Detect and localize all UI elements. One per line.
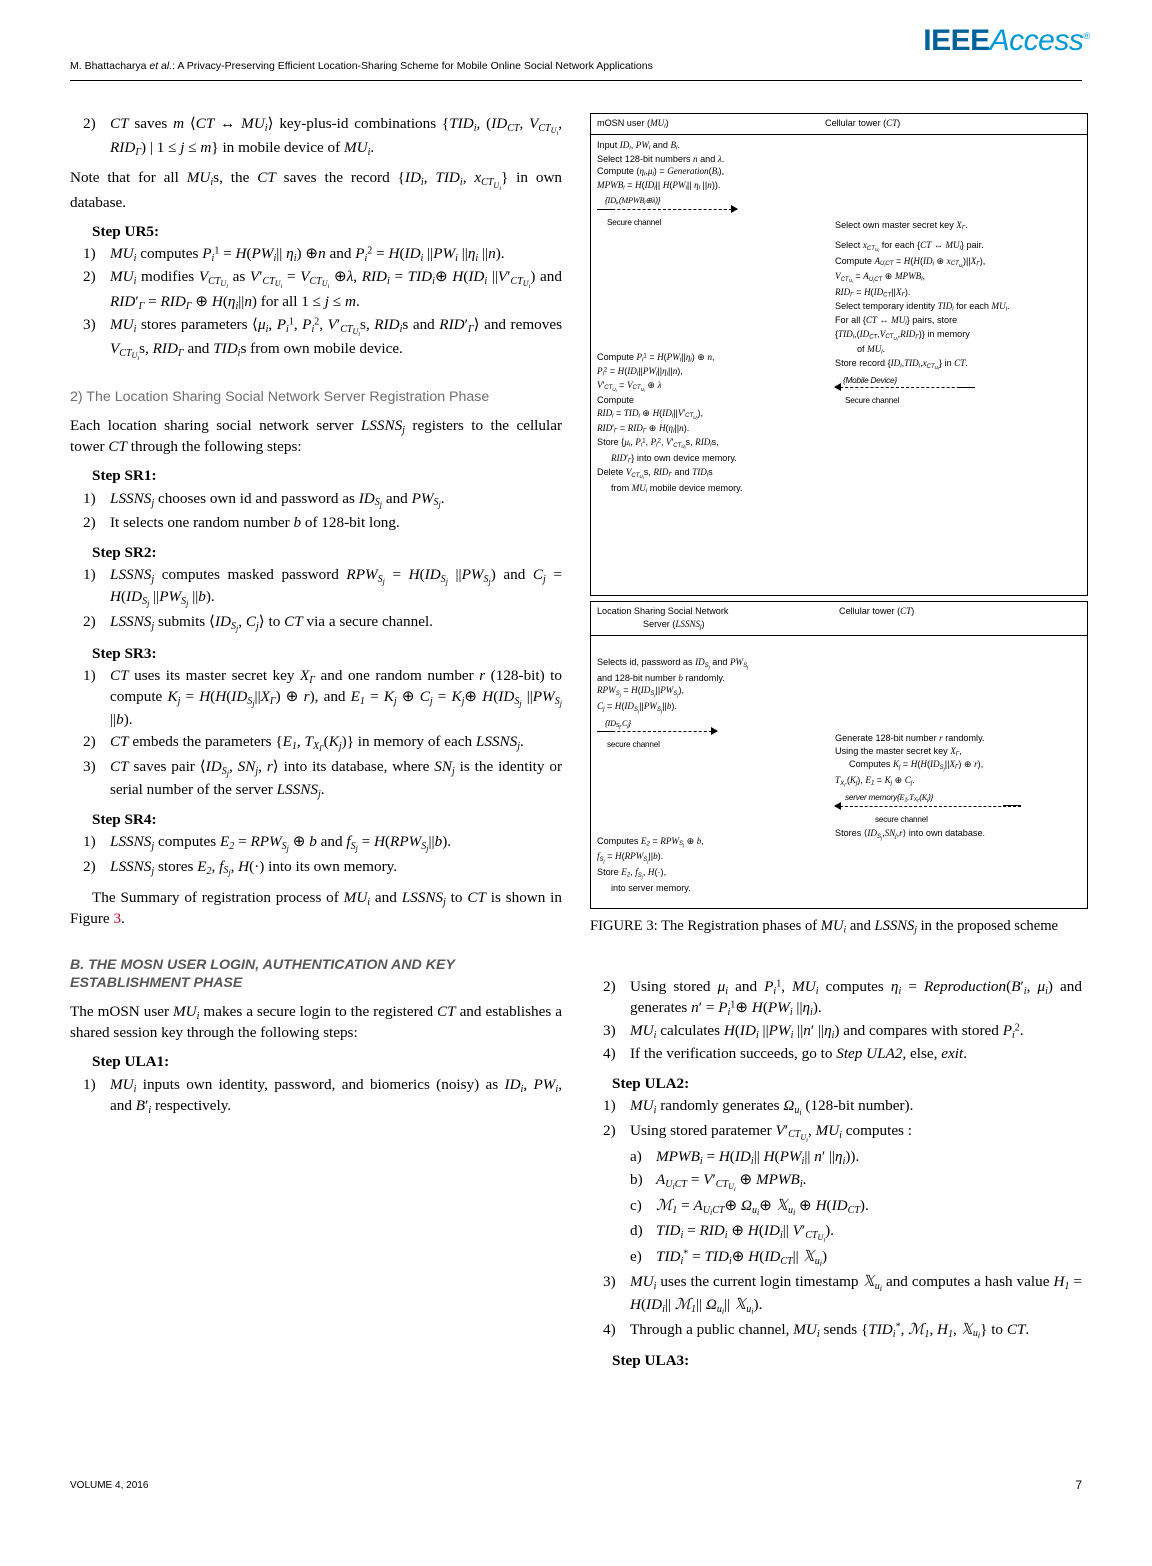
figure-line: Select $x_{CT_{U_i}}$ for each {CT ↔ $MU_i$} pair. bbox=[835, 239, 984, 254]
panel1-user-column bbox=[597, 139, 829, 495]
section-heading-b: B. THE MOSN USER LOGIN, AUTHENTICATION AND KEY ESTABLISHMENT PHASE bbox=[70, 956, 455, 992]
list-item-text: If the verification succeeds, go to Step ULA2, else, exit. bbox=[630, 1045, 967, 1063]
list-item-text: $MU_i$ uses the current login timestamp 𝕏$_{u_i}$ and computes a hash value $H_1 = H(ID_i||$ ℳ$_1$|| $\Omega_{u_i}||$ 𝕏$_{u_i}$). bbox=[630, 1273, 1082, 1316]
figure-panel-server-registration bbox=[590, 601, 1088, 909]
figure-line: $P_i^2 = H(ID_i||PW_i||\eta_i||n)$, bbox=[597, 365, 683, 378]
figure-line: $\{TID_i,(ID_{CT},V_{CT_{U_i}},RID_\Gamma)\}$ in memory bbox=[835, 328, 970, 342]
list-item bbox=[70, 666, 562, 730]
list-item-text: $TID_i = RID_i$ ⊕ $H(ID_i||$ $V'_{CT_{U_i}}$). bbox=[656, 1222, 834, 1244]
running-head-authors: M. Bhattacharya bbox=[70, 60, 147, 72]
figure-line: Compute bbox=[597, 395, 634, 406]
list-item bbox=[590, 1044, 1082, 1064]
list-item-text: Through a public channel, $MU_i$ sends {$TID_i^*$, ℳ$_1$, $H_1$, 𝕏$_{u_i}$} to CT. bbox=[630, 1320, 1030, 1341]
list-item bbox=[70, 315, 562, 364]
list-item bbox=[590, 1096, 1082, 1119]
list-item-number: 2) bbox=[83, 613, 96, 631]
list-item bbox=[70, 565, 562, 610]
figure-line: $T_{X_\Gamma}(K_j)$, $E_1 = K_j$ ⊕ $C_j$. bbox=[835, 775, 915, 789]
logo-ieee-text: IEEE bbox=[923, 24, 990, 57]
figure-line: Store $E_2$, $f_{S_j}$, H(·), bbox=[597, 867, 667, 881]
running-head bbox=[70, 60, 653, 72]
list-item-text: $MU_i$ inputs own identity, password, and biomerics (noisy) as $ID_i$, $PW_i$, and $B'_i$ respectively. bbox=[110, 1075, 562, 1116]
list-item-number: 1) bbox=[83, 245, 96, 263]
list-item-number: 2) bbox=[83, 733, 96, 751]
list-item-number: 3) bbox=[603, 1273, 616, 1291]
figure-line: Compute $A_{U_iCT} = H(H(ID_i$ ⊕ $x_{CT_{U_i}})||X_\Gamma$), bbox=[835, 255, 986, 269]
step-label-sr2: Step SR2: bbox=[92, 543, 157, 561]
list-item-number: 3) bbox=[83, 757, 96, 775]
figure-line: $RPW_{S_j} = H(ID_{S_j}||PW_{S_j})$, bbox=[597, 685, 684, 699]
panel2-header-left bbox=[597, 605, 837, 631]
figure-caption: FIGURE 3: The Registration phases of $MU_i$ and $LSSNS_j$ in the proposed scheme bbox=[590, 918, 1059, 936]
panel2-header-right: Cellular tower (CT) bbox=[839, 606, 915, 616]
list-item-text: CT saves pair $⟨ID_{S_j}$, $SN_j$, r⟩ into its database, where $SN_j$ is the identity or serial number of the server $LSSNS_j$. bbox=[110, 757, 563, 800]
list-item-number: 4) bbox=[603, 1045, 616, 1063]
list-item-text: CT embeds the parameters {$E_1$, $T_{X_\Gamma}(K_j)$} in memory of each $LSSNS_j$. bbox=[110, 733, 524, 754]
figure-line: Computes $K_j = H(H(ID_{S_j}||X_\Gamma)$ ⊕ r), bbox=[849, 759, 984, 773]
list-item bbox=[70, 267, 562, 312]
list-item-number: 2) bbox=[83, 268, 96, 286]
section-b-intro: The mOSN user $MU_i$ makes a secure login to the registered CT and establishes a shared session key through the following steps: bbox=[70, 1003, 562, 1042]
summary-paragraph: The Summary of registration process of $MU_i$ and $LSSNS_j$ to CT is shown in Figure 3. bbox=[70, 889, 562, 928]
list-subitem bbox=[590, 1221, 1082, 1245]
list-item-number: 2) bbox=[83, 514, 96, 532]
running-head-title: : A Privacy-Preserving Efficient Location-Sharing Scheme for Mobile Online Social Network Applications bbox=[172, 60, 653, 72]
panel1-header-left: mOSN user $(MU_i)$ bbox=[597, 118, 669, 130]
list-item-text: $MU_i$ computes $P_i^1 = H(PW_i||$ $\eta_i$) ⊕n and $P_i^2 = H(ID_i$ $||PW_i$ $||\eta_i$ ||n). bbox=[110, 245, 505, 265]
list-item-text: $LSSNS_j$ chooses own id and password as $ID_{S_j}$ and $PW_{S_j}$. bbox=[110, 489, 445, 510]
figure-line: and 128-bit number b randomly. bbox=[597, 672, 725, 683]
ieee-access-logo bbox=[923, 26, 1090, 56]
list-item-number: a) bbox=[630, 1147, 642, 1165]
panel1-body bbox=[591, 135, 1087, 595]
list-item bbox=[70, 513, 562, 533]
left-column bbox=[70, 112, 562, 1117]
list-item-number: 4) bbox=[603, 1320, 616, 1338]
list-item-number: 3) bbox=[83, 315, 96, 333]
panel2-server-column bbox=[597, 640, 829, 894]
arrow-label: $\{ID_i,(MPWB_i\oplus\lambda)\}$ bbox=[605, 196, 661, 207]
list-item-number: 2) bbox=[603, 978, 616, 995]
secure-channel-arrow-1 bbox=[597, 195, 737, 228]
list-item-text: $MU_i$ calculates $H(ID_i$ $||PW_i$ ||n′ $||\eta_i$) and compares with stored $P_i^2$. bbox=[630, 1022, 1024, 1042]
arrow-sublabel: Secure channel bbox=[845, 396, 900, 406]
list-item-text: $LSSNS_j$ submits $⟨ID_{S_j}$, $C_j⟩$ to CT via a secure channel. bbox=[110, 613, 433, 634]
list-item-number: c) bbox=[630, 1197, 642, 1215]
figure-line: $f_{S_j} = H(RPW_{S_j}||b)$. bbox=[597, 851, 664, 865]
footer-page-number: 7 bbox=[1075, 1478, 1082, 1492]
list-item-text: $A_{U_iCT} = V'_{CT_{U_i}}$ ⊕ $MPWB_i$. bbox=[656, 1171, 807, 1193]
figure-caption-prefix: FIGURE 3: bbox=[590, 918, 658, 934]
logo-access-text: Access bbox=[989, 24, 1084, 57]
list-item bbox=[590, 1121, 1082, 1145]
list-item-text: $MU_i$ stores parameters $⟨\mu_i$, $P_i^1$, $P_i^2$, $V'_{CT_{U_i}}s$, $RID_is$ and $RID'_\Gamma⟩$ and removes $V_{CT_{U_i}}s$, $RID_\Gamma$ and $TID_is$ from own mobile device. bbox=[110, 315, 563, 363]
step-label-ula3: Step ULA3: bbox=[612, 1352, 690, 1370]
step-label-sr4: Step SR4: bbox=[92, 810, 157, 828]
list-item-number: 1) bbox=[83, 489, 96, 507]
list-subitem bbox=[590, 1196, 1082, 1219]
figure-reference-link[interactable]: 3 bbox=[113, 910, 122, 928]
header-rule bbox=[70, 80, 1082, 81]
list-item bbox=[70, 732, 562, 755]
list-item-number: 2) bbox=[83, 857, 96, 875]
list-item bbox=[590, 1021, 1082, 1042]
subsection-heading-2: 2) The Location Sharing Social Network Server Registration Phase bbox=[70, 388, 490, 405]
list-item-number: d) bbox=[630, 1222, 643, 1240]
secure-channel-arrow-4 bbox=[835, 792, 1021, 825]
figure-line: $RID_i = TID_i$ ⊕ $H(ID_i||V'_{CT_{U_i}})$, bbox=[597, 407, 704, 421]
list-item-text: $TID_i^*$ = $TID_i\oplus$ $H(ID_{CT}||$ 𝕏$_{u_i}$) bbox=[656, 1248, 828, 1269]
figure-line: from $MU_i$ mobile device memory. bbox=[611, 482, 743, 495]
list-item bbox=[70, 244, 562, 265]
arrow-label: server $memory\{E_1,T_{X_\Gamma}(K_j)\}$ bbox=[845, 792, 934, 804]
list-item-text: $LSSNS_j$ computes masked password $RPW_{S_j} = H(ID_{S_j}$ $||PW_{S_j}$) and $C_j = H(ID_{S_j}$ $||PW_{S_j}$ ||b). bbox=[110, 565, 562, 609]
secure-channel-arrow-2 bbox=[835, 375, 975, 407]
figure-line: For all {CT ↔ $MU_i$} pairs, store bbox=[835, 314, 958, 327]
arrow-sublabel: secure channel bbox=[607, 740, 660, 750]
figure-line: Selects id, password as $ID_{S_j}$ and $PW_{S_j}$ bbox=[597, 657, 749, 671]
list-item bbox=[70, 612, 562, 635]
figure-line: Select temporary identity $TID_i$ for each $MU_i$. bbox=[835, 300, 1010, 313]
list-item bbox=[590, 977, 1082, 1019]
list-item-number: 2) bbox=[603, 1121, 616, 1139]
arrow-label: $\{ID_{S_j},C_j\}$ bbox=[605, 718, 631, 730]
list-item bbox=[70, 114, 562, 159]
figure-line: Using the master secret key $X_\Gamma$, bbox=[835, 745, 962, 758]
arrow-shaft bbox=[597, 731, 717, 739]
list-item-text: $MU_i$ modifies $V_{CT_{U_i}}$ as $V'_{CT_{U_i}} = V_{CT_{U_i}}$ ⊕λ, $RID_i$ = $TID_i\oplus$ $H(ID_i$ $||V'_{CT_{U_i}}$) and $RID'_\Gamma = RID_\Gamma$ ⊕ $H(\eta_i||n)$ for all 1 ≤ j ≤ m. bbox=[110, 268, 562, 312]
list-item bbox=[70, 1075, 562, 1117]
figure-line: $RID'_\Gamma$} into own device memory. bbox=[611, 452, 737, 465]
right-column bbox=[590, 975, 1082, 1371]
figure-line: Input $ID_i$, $PW_i$ and $B_i$. bbox=[597, 140, 680, 152]
figure-line: of $MU_i$. bbox=[857, 344, 886, 357]
figure-line: Delete $V_{CT_{U_i}}s$, $RID_\Gamma$ and $TID_is$ bbox=[597, 466, 713, 480]
arrow-label: {Mobile Device} bbox=[843, 375, 897, 385]
figure-3 bbox=[590, 113, 1088, 937]
figure-line: $C_j = H(ID_{S_j}||PW_{S_j}||b)$. bbox=[597, 700, 677, 714]
panel2-tower-column bbox=[835, 732, 1079, 843]
list-item-number: 1) bbox=[83, 667, 96, 685]
list-item-number: 1) bbox=[83, 565, 96, 583]
step-label-sr3: Step SR3: bbox=[92, 644, 157, 662]
figure-line: $V'_{CT_{U_i}} = V_{CT_{U_i}}$ ⊕ λ bbox=[597, 379, 662, 393]
list-item-number: 1) bbox=[83, 832, 96, 850]
list-item-number: 1) bbox=[83, 1075, 96, 1093]
arrow-sublabel: Secure channel bbox=[607, 218, 662, 228]
list-item-text: Using stored paratemer $V'_{CT_{U_i}}$, $MU_i$ computes : bbox=[630, 1121, 912, 1144]
figure-line: $MPWB_i = H(ID_i||$ $H(PW_i||$ $\eta_i$ ||n)). bbox=[597, 180, 721, 193]
figure-line: $V_{CT_{U_i}} = A_{U_iCT}$ ⊕ $MPWB_i$, bbox=[835, 271, 926, 285]
figure-line: Select 128-bit numbers n and λ. bbox=[597, 153, 725, 164]
list-item-number: b) bbox=[630, 1171, 643, 1188]
figure-line: Computes $E_2 = RPW_{S_j}$ ⊕ b, bbox=[597, 835, 704, 849]
list-item-text: ℳ$_1$ = $A_{U_iCT}\oplus$ $\Omega_{u_i}\oplus$ 𝕏$_{u_i}$ ⊕ $H(ID_{CT})$. bbox=[656, 1197, 869, 1218]
list-item-text: $MU_i$ randomly generates $\Omega_{u_i}$ (128-bit number). bbox=[630, 1096, 914, 1117]
figure-line: Compute $P_i^1 = H(PW_i||\eta_i)$ ⊕ n, bbox=[597, 351, 715, 364]
list-subitem bbox=[590, 1147, 1082, 1168]
list-item-number: 1) bbox=[603, 1096, 616, 1114]
list-item-number: 2) bbox=[83, 115, 96, 132]
figure-line: $RID'_\Gamma = RID_\Gamma$ ⊕ $H(\eta_i||n)$. bbox=[597, 423, 690, 436]
step-label-ula2: Step ULA2: bbox=[612, 1074, 690, 1092]
panel2-body bbox=[591, 636, 1087, 908]
list-item bbox=[590, 1320, 1082, 1343]
list-item bbox=[590, 1272, 1082, 1317]
panel1-tower-column bbox=[835, 219, 1079, 409]
figure-line: Generate 128-bit number r randomly. bbox=[835, 733, 985, 743]
figure-panel-user-registration bbox=[590, 113, 1088, 596]
running-head-etal: et al. bbox=[149, 60, 173, 72]
step-label-sr1: Step SR1: bbox=[92, 467, 157, 485]
list-item-text: $MPWB_i = H(ID_i||$ $H(PW_i||$ n′ $||\eta_i$)). bbox=[656, 1147, 860, 1167]
list-item-number: 3) bbox=[603, 1022, 616, 1040]
arrow-shaft bbox=[835, 806, 1021, 814]
step-label-ur5: Step UR5: bbox=[92, 223, 160, 241]
panel2-header-left-line1: Location Sharing Social Network bbox=[597, 606, 729, 616]
figure-line: Select own master secret key $X_\Gamma$. bbox=[835, 220, 968, 232]
figure-line: Stores $⟨ID_{S_j},SN_j,r⟩$ into own database. bbox=[835, 828, 986, 842]
figure-line: Store {$\mu_i$, $P_i^1$, $P_i^2$, $V'_{CT_{U_i}}s$, $RID_is$, bbox=[597, 437, 719, 451]
arrow-shaft bbox=[835, 387, 975, 395]
list-item-text: CT saves m ⟨CT ↔ $MU_i⟩$ key-plus-id combinations {$TID_i$, ($ID_{CT}$, $V_{CT_{U_i}}$, $RID_\Gamma$) | 1 ≤ j ≤ m} in mobile device of $MU_i$. bbox=[110, 115, 563, 159]
subsection-2-intro: Each location sharing social network server $LSSNS_j$ registers to the cellular tower CT through the following steps: bbox=[70, 417, 563, 456]
arrow-sublabel: secure channel bbox=[875, 814, 928, 824]
list-item bbox=[70, 832, 562, 855]
list-item bbox=[70, 757, 562, 801]
figure-line: Store record $\{ID_i,TID_i,x_{CT_{U_i}}\}$ in CT. bbox=[835, 358, 968, 372]
figure-line: into server memory. bbox=[611, 882, 691, 893]
panel2-header-left-line2: Server $(LSSNS_j)$ bbox=[643, 618, 705, 631]
list-item-text: $LSSNS_j$ computes $E_2 = RPW_{S_j}$ ⊕ b and $f_{S_j} = H(RPW_{S_j}||b)$. bbox=[110, 832, 452, 853]
list-item-text: CT uses its master secret key $X_\Gamma$ and one random number r (128-bit) to compute $K_j = H(H(ID_{S_j}||X_\Gamma)$ ⊕ r), and $E_1 = K_j$ ⊕ $C_j$ = $K_j\oplus$ $H(ID_{S_j}$ $||PW_{S_j}$ ||b). bbox=[110, 667, 562, 728]
secure-channel-arrow-3 bbox=[597, 718, 717, 751]
arrow-shaft bbox=[597, 209, 737, 217]
list-item-number: e) bbox=[630, 1248, 642, 1266]
list-item-text: Using stored $\mu_i$ and $P_i^1$, $MU_i$ computes $\eta_i$ = $Reproduction(B'_i$, $\mu_i$) and generates $n' = P_i^1\oplus$ $H(PW_i$ $||\eta_i$). bbox=[630, 978, 1082, 1018]
logo-trademark: ® bbox=[1083, 31, 1090, 41]
list-item-text: It selects one random number b of 128-bit long. bbox=[110, 514, 400, 532]
list-item-text: $LSSNS_j$ stores $E_2$, $f_{S_j}$, H(·) into its own memory. bbox=[110, 857, 398, 878]
list-subitem bbox=[590, 1170, 1082, 1194]
figure-line: Compute $(\eta_i,\mu_i)$ = $Generation(B_i)$, bbox=[597, 166, 725, 179]
step-label-ula1: Step ULA1: bbox=[92, 1053, 170, 1071]
figure-line: $RID_\Gamma = H(ID_{CT}||X_\Gamma)$. bbox=[835, 286, 911, 299]
panel1-header-right: Cellular tower (CT) bbox=[825, 118, 901, 128]
list-subitem bbox=[590, 1247, 1082, 1270]
note-paragraph: Note that for all $MU_is$, the CT saves the record {$ID_i$, $TID_i$, $x_{CT_{U_i}}$} in own database. bbox=[70, 169, 563, 211]
panel1-header bbox=[591, 114, 1087, 135]
panel2-header bbox=[591, 602, 1087, 636]
footer-volume: VOLUME 4, 2016 bbox=[70, 1480, 149, 1491]
list-item bbox=[70, 857, 562, 880]
list-item bbox=[70, 489, 562, 512]
